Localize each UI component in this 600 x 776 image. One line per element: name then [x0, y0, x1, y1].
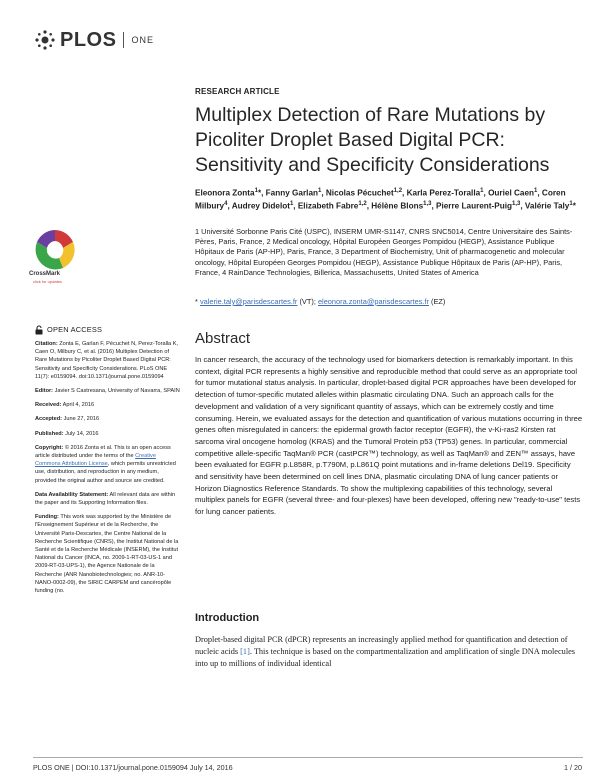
abstract-text: In cancer research, the accuracy of the technology used for biomarkers detection is remarkably important. In this context, digital PCR represents a highly sensitive and reproducible method that could serve as an appropriate tool for tumor mutational status analysis. In particular, droplet-based digital PCR approaches have been developed for detection of tumor-specific mutated alleles within plasmatic circulating DNA. Such an approach calls for the development and validation of a very significant quantity of assays, which can be extremely costly and time consuming. Herein, we evaluated assays for the detection and quantification of various mutations occurring in three genes often misregulated in cancers: the epidermal growth factor receptor (EGFR), the v-Ki-ras2 Kirsten rat sarcoma viral oncogene homolog (KRAS) and the Tumoral Protein p53 (TP53) genes. In particular, commercial competitive allele-specific TaqMan® PCR (castPCR™) technology, as well as TaqMan® and ZEN™ assays, have been evaluated for EGFR p.L858R, p.T790M, p.L861Q point mutations and in-frame deletions Del19. Specificity and sensitivity have been determined on cell lines DNA, plasmatic circulating DNA of lung cancer patients or Horizon Diagnostics Reference Standards. To show the multiplexing capabilities of this technology, several multiplex panels for EGFR (several three- and four-plexes) have been developed, offering new "ready-to-use" tests for lung cancer patients. [195, 355, 583, 517]
crossmark-sublabel: click for updates [33, 279, 62, 284]
article-title: Multiplex Detection of Rare Mutations by Picoliter Droplet Based Digital PCR: Sensitivity and Specificity Considerations [195, 104, 550, 176]
correspondence [195, 297, 580, 306]
introduction-text-pre: Droplet-based digital PCR (dPCR) represents an increasingly applied method for quantification and detection of nucleic acids [195, 635, 568, 656]
accepted-label: Accepted: [35, 416, 63, 423]
published-label: Published: [35, 430, 64, 437]
copyright-text-post: , which permits unrestricted use, distribution, and reproduction in any medium, provided the original author and source are credited. [35, 461, 176, 484]
copyright-text-pre: © 2016 Zonta et al. This is an open access article distributed under the terms of the [35, 444, 171, 460]
received-block [35, 401, 180, 409]
email-link-zonta[interactable]: eleonora.zonta@parisdescartes.fr [317, 297, 429, 306]
reference-link[interactable]: [1] [240, 646, 250, 656]
introduction-text [195, 634, 580, 669]
funding-label: Funding: [35, 514, 59, 521]
abstract-heading: Abstract [195, 330, 251, 347]
correspondence-suffix: (EZ) [428, 297, 446, 306]
crossmark-icon[interactable] [33, 228, 77, 272]
page-number: 1 / 20 [564, 763, 582, 772]
author-list: Eleonora Zonta$^1$*, Fanny Garlan$^1$, Nicolas Pécuchet$^{1,2}$, Karla Perez-Toralla$^1$, Ouriel Caen$^1$, Coren Milbury$^4$, Audrey Didelot$^1$, Elizabeth Fabre$^{1,2}$, Hélène Blons$^{1,3}$, Pierre Laurent-Puig$^{1,3}$, Valérie Taly$^1$* [195, 188, 576, 211]
data-availability-label: Data Availability Statement: [35, 491, 109, 498]
cc-license-link[interactable]: Creative Commons Attribution License [35, 453, 156, 468]
copyright-label: Copyright: [35, 444, 64, 451]
data-availability-block [35, 491, 180, 507]
copyright-block [35, 444, 180, 485]
citation-label: Citation: [35, 341, 58, 347]
introduction-heading: Introduction [195, 612, 260, 624]
affiliations: 1 Université Sorbonne Paris Cité (USPC), INSERM UMR-S1147, CNRS SNC5014, Centre Universitaire des Saints-Pères, Paris, France, 2 Medical oncology, Hôpital Européen Georges Pompidou (HEGP), Assistance Publique Hôpitaux de Paris (AP-HP), Paris, France, 3 Department of Biochemistry, Unit of pharmacogenetic and molecular oncology, Hôpital Européen Georges Pompidou (HEGP), Assistance Publique Hôpitaux de Paris (AP-HP), Paris, France, 4 RainDance Technologies, Billerica, Massachusetts, United States of America [195, 227, 573, 277]
email-link-taly[interactable]: valerie.taly@parisdescartes.fr [199, 297, 298, 306]
published-date: July 14, 2016 [63, 430, 99, 437]
funding-block [35, 513, 180, 595]
received-label: Received: [35, 402, 62, 409]
accepted-date: June 27, 2016 [62, 416, 100, 423]
editor-block [35, 387, 180, 395]
funding-text: This work was supported by the Ministère de l'Enseignement Supérieur et de la Recherche, the Université Paris-Descartes, the Centre National de la Recherche Scientifique (CNRS), the Institut National de la Santé et de la Recherche Médicale (INSERM), the Institut National du Cancer (INCA, no. 2009-1-RT-03-US-1 and 2009-RT-03-UPS-1), the Agence Nationale de la Recherche (ANR Nanobiotechnologies; no. ANR-10-NANO-0002-09), the SIRIC CARPEM and cancéropôle funding (no. [35, 514, 179, 595]
crossmark-label: CrossMark [29, 271, 61, 277]
introduction-text-post: . This technique is based on the compartmentalization and amplification of single DNA molecules into up to millions of individual identical [195, 646, 576, 668]
logo-divider [123, 32, 124, 48]
published-block [35, 430, 180, 438]
open-access-row [35, 325, 180, 335]
correspondence-prefix: * [195, 297, 200, 306]
plos-one-logo[interactable] [34, 27, 154, 53]
plos-logo-icon [34, 29, 56, 51]
accepted-block [35, 415, 180, 423]
footer-divider [33, 757, 583, 758]
editor-text: Javier S Castresana, University of Navarra, SPAIN [53, 388, 180, 395]
article-sidebar [35, 325, 180, 601]
open-lock-icon [35, 325, 43, 335]
logo-plos-text: PLOS [60, 28, 117, 51]
correspondence-middle: (VT); [297, 297, 318, 306]
received-date: April 4, 2016 [61, 402, 95, 409]
article-type: RESEARCH ARTICLE [195, 87, 280, 96]
citation-text: Zonta E, Garlan F, Pécuchet N, Perez-Toralla K, Caen O, Milbury C, et al. (2016) Multiplex Detection of Rare Mutations by Picoliter Droplet Based Digital PCR: Sensitivity and Specificity Considerations. PLoS ONE 11(7): e0159094. doi:10.1371/journal.pone.0159094 [35, 341, 179, 380]
open-access-label: OPEN ACCESS [47, 324, 103, 334]
citation-block [35, 340, 180, 381]
footer-citation: PLOS ONE | DOI:10.1371/journal.pone.0159094 July 14, 2016 [33, 763, 233, 772]
data-availability-text: All relevant data are within the paper and its Supporting Information files. [35, 491, 176, 507]
editor-label: Editor: [35, 388, 54, 395]
logo-one-text: ONE [131, 35, 154, 45]
